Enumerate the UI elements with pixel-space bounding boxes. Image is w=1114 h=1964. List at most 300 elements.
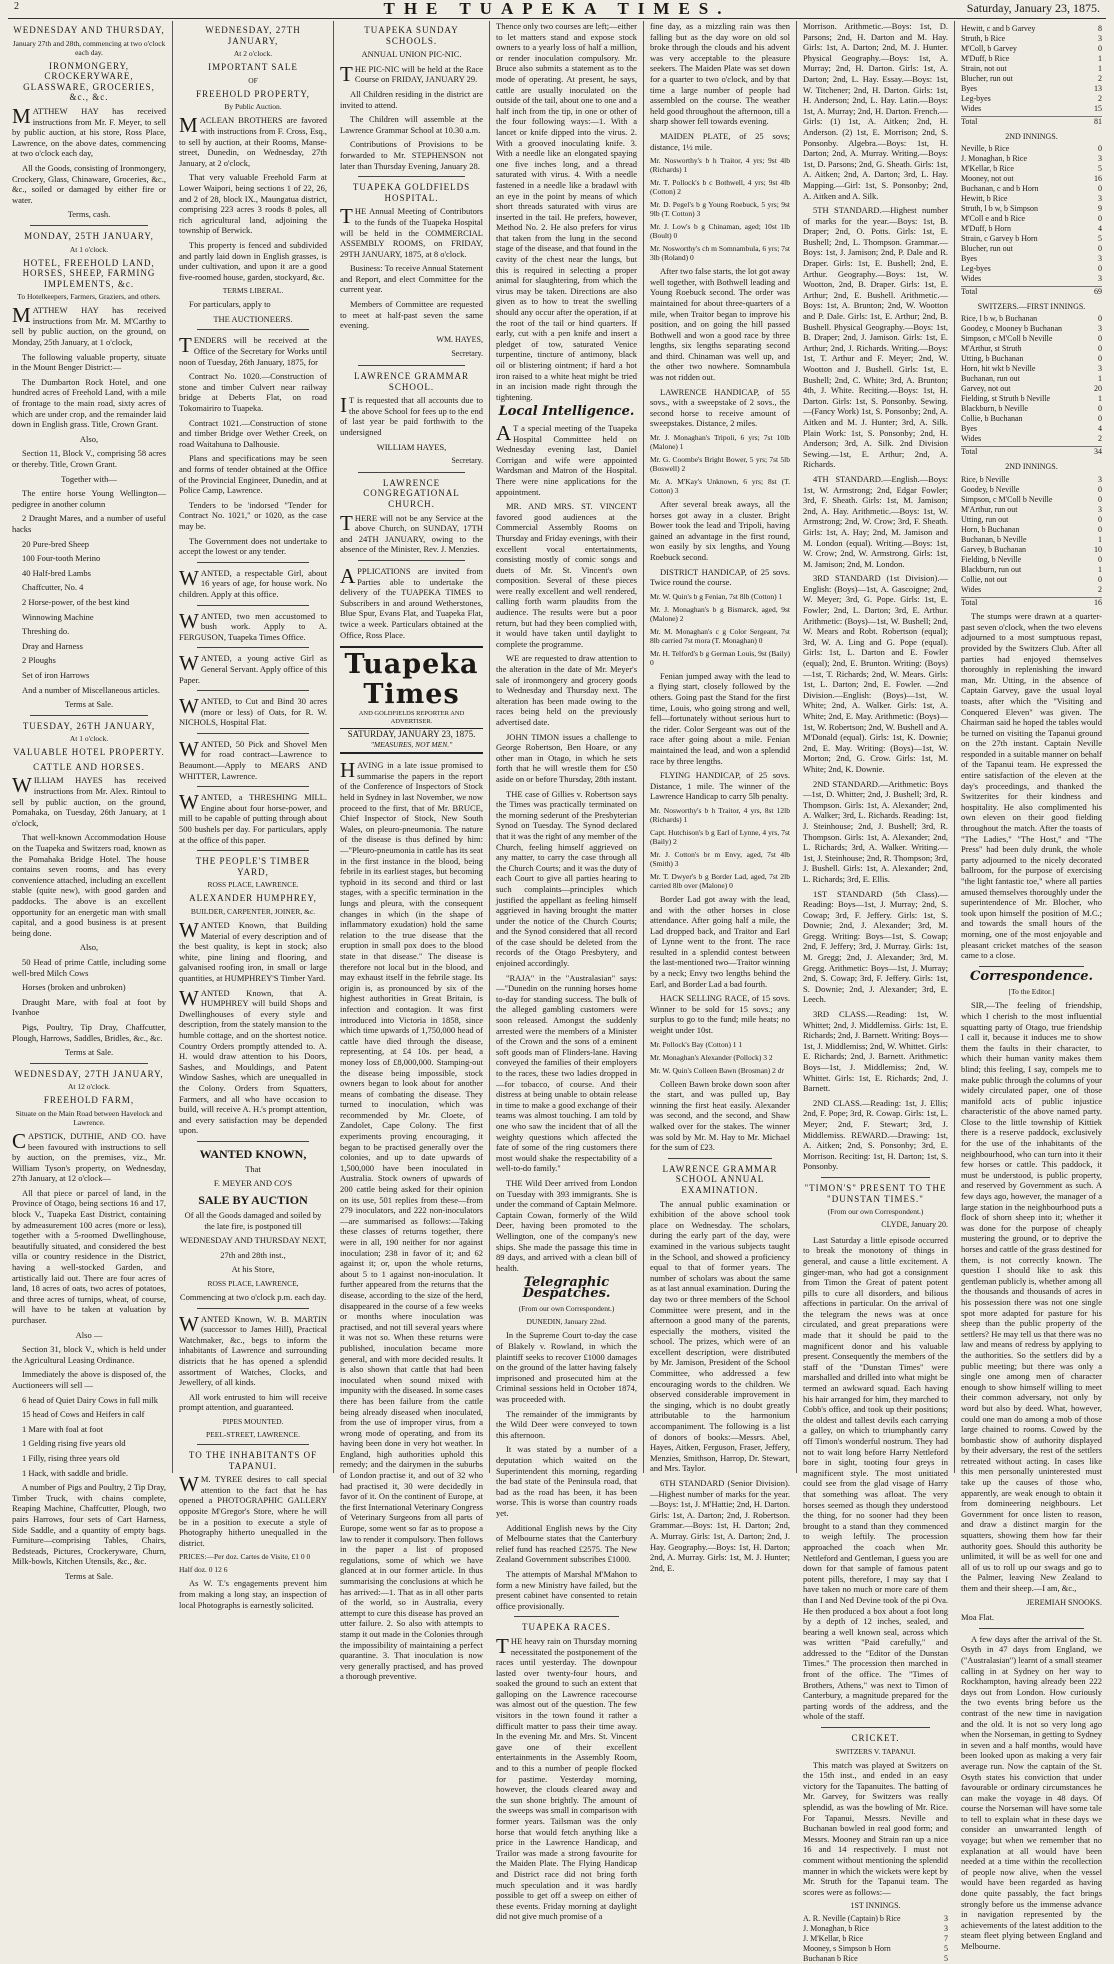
photographer-heading: TO THE INHABITANTS OF TAPANUI. [188,1449,318,1471]
news-item: MR. AND MRS. ST. VINCENT favored good audiences at the Commercial Assembly Rooms on Thursday and Friday evenings, with their excellent vocal entertainments, consisting mostly of comic songs and duets of Mr. St. Vincent's own composition. Several of these pieces were really excellent and well rendered, calling forth warm plaudits from the audience. The results were but a poor return, but had they been complied with, it would have taken until daylight to complete the programme. [496,501,637,649]
runs: 13 [1094,84,1102,93]
telegram-item: Additional English news by the City of Melbourne states that the Canterbury relief fund has reached £2575. The New Zealand Government subscribes £1000. [496,1522,637,1565]
batsman-name: Fielding, b Neville [961,554,1022,564]
score-row [961,545,1102,555]
race-result: Mr. J. Monaghan's b g Bismarck, aged, 9st (Malone) 2 [650,604,790,623]
terms: TERMS LIBERAL. [222,286,284,296]
batsman-name: Rice, l b w, b Buchanan [961,314,1038,324]
together-with: Together with— [61,473,117,484]
prize-list: 3RD CLASS.—Reading: 1st, W. Whittet; 2nd, J. Middlemiss. Girls: 1st, E. Richards; 2nd, J. Barnett. Writing: Boys—1st, J. Middlemiss; 2nd, W. Whittet. Girls: E. Richards; 2nd, J. Barnett. Arithmetic: Boys—1st, J. Middlemiss; 2nd, W. Whittet. Girls: 1st, E. Richards; 2nd, J. Barnett. [803,1009,948,1094]
sale-goods-heading: VALUABLE HOTEL PROPERTY. [13,747,165,758]
wanted-ad: WANTED, a THRESHING MILL. Engine about four horse-power, and mill to be capable of putting through about 500 bushels per day. For particulars, apply at the office of this paper. [179,790,327,845]
batsman-name: J. M'Kellar, b Rice [803,1933,863,1943]
batsman-name: Strain, not out [961,64,1007,73]
sale-date-heading: WEDNESDAY AND THURSDAY, [13,25,165,35]
score-row [961,384,1102,394]
race-result: Mr. T. Dwyer's b g Border Lad, aged, 7st 2lb carried 8lb over (Malone) 0 [650,871,790,890]
news-item: THE Wild Deer arrived from London on Tuesday with 393 immigrants. She is under the command of Captain Melmore. Captain Cowan, formerly of the Wild Deer, having been promoted to the Wellington, one of the company's new ships. She made the passage this time in 89 days, and arrived with a clean bill of health. [496,1177,637,1273]
race-result: Mr. T. Pollock's b c Bothwell, 4 yrs; 9st 4lb (Cotton) 2 [650,178,790,197]
batsman-name: Buchanan, run out [961,374,1020,384]
notice-heading: TUAPEKA SUNDAY SCHOOLS. [364,25,459,46]
batsman-name: Blucher, run out [961,74,1013,83]
race-result: Mr. J. Cotton's br m Envy, aged, 7st 4lb (Smith) 3 [650,849,790,868]
batsman-name: Mooney, not out [961,174,1014,184]
auction-notice: MATTHEW HAY has received instructions from Mr. M. M'Carthy to sell by public auction, on the ground, on Monday, 25th January, at 1 o'clock, [12,303,166,348]
lot-item: 1 Filly, rising three years old [22,1452,120,1463]
race-result: Mr. H. Telford's b g German Louis, 9st (Baily) 0 [650,648,790,667]
sale-goods-heading: FREEHOLD FARM, [43,1095,135,1106]
auction-goods: All the Goods, consisting of Ironmongery, Crockery, Glass, Chinaware, Groceries, &c., &c., soiled or damaged by either fire or water. [12,162,166,205]
sale-location: Situate on the Main Road between Havelock and Lawrence. [15,1108,163,1127]
prize-list: 2ND STANDARD.—Arithmetic: Boys—1st, D. Whitter; 2nd, J. Bushell; 3rd, R. Thompson. Girls: 1st, A. Alexander; 2nd, A. Walker; 3rd, L. Richards. Reading: 1st, J. Steinhouse; 2nd, J. Bushell; 3rd, R. Thompson. Girls: 1st, A. Alexander; 2nd, L. Richards; 3rd, A. Walker. Writing.—1st, J. Steinhouse; 2nd, R. Thompson; 3rd, J. Bushell. Girls: 1st, A. Alexander; 2nd, L. Richards; 3rd, E. Ellis. [803,778,948,884]
runs: 2 [1098,584,1102,594]
innings-title: 1ST INNINGS. [850,1901,901,1911]
sale-days: WEDNESDAY AND THURSDAY NEXT, [179,1235,327,1246]
runs: 2 [1098,94,1102,103]
runs: 7 [944,1933,948,1943]
score-row [961,485,1102,495]
runs: 1 [1098,64,1102,73]
contact-name: THE AUCTIONEERS. [213,313,293,324]
prize-list: 6TH STANDARD (Senior Division).—Highest number of marks for the year.—Boys: 1st, J. M'Hattie; 2nd, H. Darton. Girls: 1st, A. Darton; 2nd, J. Robertson. Grammar.—Boys: 1st, H. Darton; 2nd, A. Murray. Girls: 1st, A. Darton; 2nd, J. Hay. Geography.—Boys: 1st, H. Darton; 2nd, A. Murray. Girls: 1st, M. J. Hunter; 2nd, E. [650,1478,790,1573]
column-1 [6,21,172,1581]
letter-place: Moa Flat. [961,1612,995,1623]
runs: 0 [1098,344,1102,354]
sale-heading-of: OF [248,75,258,85]
score-row [803,1954,948,1964]
tender-notice: TENDERS will be received at the Office of the Secretary for Works until noon of Tuesday, 26th January, 1875, for [179,333,327,367]
sale-time: At 12 o'clock. [68,1082,110,1092]
runs: 1 [1098,54,1102,63]
score-row [961,164,1102,174]
runs: 0 [1098,44,1102,53]
score-row [961,565,1102,575]
race-heading: HACK SELLING RACE, of 15 sovs. Winner to be sold for 15 sovs.; any surplus to go to the fund; mile heats; no weight under 10st. [650,993,790,1036]
score-row [961,414,1102,424]
auction-notice: MATTHEW HAY has received instructions from Mr. F. Meyer, to sell by public auction, at his store, Ross Place, Lawrence, on the above dates, commencing at two o'clock each day, [12,103,166,159]
property-description: The Dumbarton Rock Hotel, and one hundred acres of Freehold Land, with a mile of frontage to the main road, sixty acres of which are under crop, and the remainder laid down in English grass. Title, Crown Grant. [12,376,166,430]
business-address: ROSS PLACE, LAWRENCE. [207,880,299,890]
signature: WILLIAM HAYES, [376,441,447,452]
lot-item: 2 Horse-power, of the best kind [22,596,130,607]
tender-details: Plans and specifications may be seen and forms of tender obtained at the Office of the Provincial Engineer, Dunedin, and at Police Camp, Lawrence. [179,453,327,496]
runs: 5 [944,1943,948,1953]
race-result: Mr. Nosworthy's b h Traitor, 4 yrs, 8st 12lb (Richards) 1 [650,805,790,824]
masthead [8,0,1106,19]
signature-title: Secretary. [451,456,483,466]
sale-date-heading: MONDAY, 25TH JANUARY, [24,230,154,241]
lot-item: Winnowing Machine [22,611,94,622]
batsman-name: Byes [961,84,977,93]
church-notice: THERE will not be any Service at the above Church, on SUNDAY, 17TH and 24TH JANUARY, owing to the absence of the Minister, Rev. J. Menzies. [340,510,483,555]
batsman-name: Neville, b Rice [961,144,1010,154]
photographer-ad: WM. TYREE desires to call special attention to the fact that he has opened a PHOTOGRAPHIC GALLERY opposite M'Gregor's Store, where he will be in a position to execute a style of Photography hitherto unequalled in the district. [179,1472,327,1548]
prize-list: 3RD STANDARD (1st Division).—English: (Boys)—1st, A. Gascoigne; 2nd, W. Meyer; 3rd, G. Pope. Girls: 1st, E. Fowler; 2nd, L. Darton; 3rd, E. Arthur. Arithmetic: (Boys)—1st, W. Bushell; 2nd, W. Mears and Robt. Robertson (equal); 3rd, W. A. Ling and G. Pope (equal). Girls: 1st, L. Darton and E. Fowler (equal); 2nd, E. Brunton. Writing: (Boys)—1st, T. Richards; 2nd, W. Mears. Girls: 1st, L. Darton; 2nd, E. Fowler. —2nd Division.—English: (Boys)—1st, W. White; 2nd, A. Walker. Girls: 1st, A. White; 2nd, E. May. Arithmetic: (Boys)—1st, W. Robertson; 2nd, W. Bushell and A. M'Donald (equal). Girls: 1st, K. Downie; 2nd, E. May. Writing: (Boys)—1st, W. Morton; 2nd, G. Crow. Girls: 1st, M. White; 2nd, K. Downie. [803,573,948,774]
lot-item: Set of iron Harrows [22,669,90,680]
runs: 3 [944,1913,948,1923]
contract-item: Contract 1021.—Construction of stone and timber Bridge over Wether Creek, on road Waitahuna to Dalhousie. [179,417,327,449]
telegram-item: It was stated by a number of a deputation which waited on the Superintendent this morning, regarding the bad state of the Peninsula road, that bad as the road has been, it has been worse. This is worse than country roads yet. [496,1444,637,1518]
telegram-item: In the Supreme Court to-day the case of Blakely v. Rowland, in which the plaintiff seeks to recover £1000 damages on the ground of the latter having falsely imprisoned and prosecuted him at the Criminal sessions held in October 1874, was proceeded with. [496,1330,637,1405]
batsman-name: Blucher, run out [961,244,1013,254]
score-row [961,334,1102,344]
batsman-name: Byes [961,254,977,264]
banner-date: SATURDAY, JANUARY 23, 1875. [340,728,483,740]
race-result: Mr. Pollock's Bay (Cotton) 1 1 [650,1039,743,1049]
signature: WM. HAYES, [436,334,483,344]
news-item: A few days after the arrival of the St. Osyth in 47 days from England, we ("Australasian") learnt of a small steamer calling in at Sydney on her way to Rockhampton, having already been 222 days out from London. How curiously the two events bring before us the contrast of the new time in navigation and the old. It is not so very long ago when the Norseman, in getting to Sydney in seven and a half months, would have been looked upon as making a very fair average run. Now the captain of the St. Osyth states his conviction that under favourable or ordinary circumstances he can make the voyage in 48 days. Of course the Norseman will have some tale to tell to explain what in these days we consider an unwarranted length of voyage; but when we remember that no explanation at all would have been needed at a time within the recollection of people now alive, when the vessel would have been regarded as having done quite passably, the fact brings strongly before us the immense advance in navigation represented by the achievements of the latest addition to the steam fleet plying between England and Melbourne. [961,1633,1102,1951]
batsman-name: Strain, c Garvey b Horn [961,234,1038,244]
scorecard [961,24,1102,608]
lot-item: 1 Hack, with saddle and bridle. [22,1467,128,1478]
runs: 0 [1098,314,1102,324]
score-row [961,264,1102,274]
sale-by-auction-heading: SALE BY AUCTION [198,1193,308,1208]
runs: 1 [1098,394,1102,404]
runs: 3 [1098,474,1102,484]
sale-date-heading: TUESDAY, 26TH JANUARY, [22,720,156,731]
that-label: That [245,1163,261,1174]
batsman-name: Goodey, c Mooney b Buchanan [961,324,1063,334]
news-item: JOHN TIMON issues a challenge to George Robertson, Ben Hoare, or any other man in Otago, in which he sets forth that he will wrestle them for £50 aside on or before Thursday, 28th instant. [496,731,637,784]
runs: 3 [1098,504,1102,514]
score-row [803,1944,948,1954]
runs: 3 [1098,364,1102,374]
hospital-notice: Members of Committee are requested to meet at half-past seven the same evening. [340,299,483,331]
score-row [961,54,1102,64]
wanted-ad: WANTED, a respectable Girl, about 16 years of age, for house work. No children. Apply at this office. [179,565,327,599]
runs: 4 [1098,224,1102,234]
batsman-name: Blackburn, run out [961,564,1022,574]
sale-heading: IMPORTANT SALE [208,62,298,73]
score-row [803,1914,948,1924]
batsman-name: Horn, b Buchanan [961,524,1020,534]
sale-place: At his Store, [231,1264,275,1275]
banner-subtitle: AND GOLDFIELDS REPORTER AND ADVERTISER. [358,710,465,726]
race-result: Mr. Nosworthy's b h Traitor, 4 yrs; 9st 4lb (Richards) 1 [650,156,790,175]
property-section: Section 31, block V., which is held under the Agricultural Leasing Ordinance. [12,1344,166,1365]
watchmaker-address: PEEL-STREET, LAWRENCE. [205,1429,301,1439]
lot-item: 1 Gelding rising five years old [22,1438,126,1449]
sale-heading: FREEHOLD PROPERTY, [196,88,310,99]
score-row [961,154,1102,164]
runs: 3 [1098,254,1102,264]
batsman-name: Struth, l b w, b Simpson [961,204,1039,214]
notice-heading: LAWRENCE GRAMMAR SCHOOL. [353,371,470,392]
batsman-name: Utting, b Buchanan [961,354,1024,364]
batsman-name: Rice, b Neville [961,474,1010,484]
hospital-notice: THE Annual Meeting of Contributors to the funds of the Tuapeka Hospital will be held in the COMMERCIAL ASSEMBLY ROOMS, on FRIDAY, 29TH JANUARY, 1875, at 8 o'clock. [340,204,483,259]
cricket-report: This match was played at Switzers on the 15th inst., and ended in an easy victory for the Tapanuites. The batting of Mr. Garvey, for Switzers was really splendid, as was the bowling of Mr. Rice. For Tapanui, Messrs. Neville and Buchanan bowled in real good form; and Messrs. Mooney and Strain ran up a nice 16 and 14 respectively. I must not comment without mentioning the splendid manner in which the wickets were kept by Mr. Struth for the Tapanui team. The scores were as follows:— [803,1759,948,1897]
runs: 3 [944,1923,948,1933]
wanted-ad: WANTED, two men accustomed to bush work. Apply to A. FERGUSON, Tuapeka Times Office. [179,608,327,642]
score-row [961,324,1102,334]
wanted-known-ad: WANTED Known, that A. HUMPHREY will build Shops and Dwellinghouses of every style and description, from the stately mansion to the humble cottage, and on the shortest notice. Country Orders promptly attended to. A. H. would draw attention to his Doors, Sashes, and Mouldings, and Patent Window Sashes, which are unequalled in the Colony. Orders from Squatters, Farmers, and all who have occasion to build, will receive A. H.'s prompt attention, and every satisfaction may be depended upon. [179,985,327,1136]
prize-list-continued: Morrison. Arithmetic.—Boys: 1st, D. Parsons; 2nd, H. Darton and M. Hay. Girls: 1st, A. Darton; 2nd, M. J. Hunter. Physical Geography.—Boys: 1st, A. Murray; 2nd, H. Darton. Girls: 1st, A. Darton; 2nd, L. Hay. Essay.—Boys: 1st, W. Titchener; 2nd, H. Darton. Girls: 1st, H. Anderson; 2nd, L. Hay. Latin.—Boys: 1st, A. Murray; 2nd, H. Darton. French.—Girls: (1) 1st, A. Aitken; 2nd, H. Anderson. (2) 1st, E. Morrison; 2nd, S. Ponsonby. Algebra.—Boys: 1st, H. Darton; 2nd, A. Murray. Writing.—Boys: 1st, D. Parsons; 2nd, G. Sheath. Girls: 1st, A. Aitken; 2nd, A. Darton; 3rd, L. Hay. Mapping.—Girl: 1st, S. Ponsonby; 2nd, A. Aitken and A. Silk. [803,21,948,201]
section-heading: Correspondence. [969,968,1094,984]
batsman-name: Leg-byes [961,94,991,103]
race-result: Mr. Monaghan's Alexander (Pollock) 3 2 [650,1052,773,1062]
race-result: Mr. Nosworthy's ch m Somnambula, 6 yrs; 7st 3lb (Roland) 0 [650,244,790,263]
batsman-name: Garvey, b Buchanan [961,544,1027,554]
page-number: 2 [14,1,19,12]
runs: 0 [1098,494,1102,504]
picnic-notice: The Children will assemble at the Lawrence Grammar School at 10.30 a.m. [340,114,483,135]
column-5 [643,21,796,1573]
score-row [961,364,1102,374]
property-description: This property is fenced and subdivided and partly laid down in English grasses, is under cultivation, and upon it are a good five-roomed house, garden, stockyard, &c. [179,239,327,282]
also-label: Also, [79,942,99,953]
score-row [961,475,1102,485]
wanted-ad: WANTED, to Cut and Bind 30 acres (more or less) of Oats, for R. W. NICHOLS, Hospital Flat. [179,694,327,728]
batsman-name: Buchanan, b Neville [961,534,1027,544]
score-row [961,434,1102,444]
sale-goods-heading: CATTLE AND HORSES. [33,761,145,772]
lot-item: A number of Pigs and Poultry, 2 Tip Dray, Timber Truck, with chains complete, Reaping Machine, Chaffcutter, Plough, two pairs Harrows, four sets of Cart Harness, Side Saddle, and a quantity of empty bags. Furniture—comprising Tables, Chairs, Bedsteads, Pictures, Crockeryware, Churn, Milk-bowls, Kitchen Utensils, &c., &c. [12,1482,166,1567]
masthead-title: THE TUAPEKA TIMES. [383,0,731,18]
editorial-continued: Thence only two courses are left;—either to let matters stand and expose stock owners to a yearly loss of half a million, or render inoculation compulsory. Mr. Bruce also submits a statement as to the mode of operating. At present, he says, cattle are usually inoculated on the outside of the tail, about one to one and a half inch from the tip, in one or other of the four following ways:—1. With a lancet or knife dipped into the virus. 2. With a grooved inoculating knife. 3. With a needle like an elongated spaying one five inches long, and a thread saturated with virus. 4. With a needle fastened in a needle like a bradawl with an eye in the point by means of which short threads saturated with virus are inserted in the tail. He prefers, however, Method No. 2. He also prefers for virus that taken from the lung in the second stage of the disease, and that found in the cavity of the chest near the lungs, but this is required in selecting a proper animal for slaughtering, from which the virus may be taken. Directions are also given as to how to treat the swelling should any occur after the operation, if at the root of the tail or hind quarters. If early, cut with a pen knife and insert a pledget of tow, saturated Venice turpentine, tincture of antimony, black oil or blistering ointment; if hard a hot iron raised to a white heat might be tried in an incision made right through the tightening. [496,21,637,402]
sale-time: At 1 o'clock. [69,734,109,744]
score-row [961,424,1102,434]
runs: 3 [1098,274,1102,284]
wanted-ad: WANTED, a young active Girl as General Servant. Apply office of this Paper. [179,651,327,685]
runs: 3 [1098,34,1102,43]
batsman-name: Byes [961,424,977,434]
letter-body: SIR,—The feeling of friendship, which I cherish to the most influential squatting party of Otago, true friendship I call it, because it induces me to show them the faults in their character, to which their human vanity makes them blind; this feeling, I say, compels me to make public through the columns of your widely circulated paper, one of those manifold acts of public injustice characteristic of the above named party. Close to the little township of Kittiek there is a reserve paddock, exclusively for the use of the inhabitants of the neighbourhood, who can turn into it their few horses or cattle. This paddock, it must be understood, is public property, and reserved by Government as such. A few days ago, however, the manager of a large station in the neighbourhood puts a flock of shorn sheep into it; whether it was done for the purpose of cheaply mustering the ground, or to deprive the horses and cattle of the grass destined for them, is not correctly known. The question I should like to ask this gentleman publicly is, whether among all the thousands and thousands of acres in his possession there was not one single spot more adapted for pasture for his sheep than the public property of the settlers? He may tell us that there was no law and means of redress by applying to the authorities. So the settlers did by a public meeting; but there was only a single one among men of character enough to show himself willing to meet their common adversary, not only by word but also by deed. What, however, could one man do among a mob of those large chained to rooms. Cowed by the bombastic show of authority displayed by their adversary, the rest of the settlers retreated without acting. In cases like this men personally uninterested must take up the causes of those who, apparently, are weak enough to obtain it from domineering neighbours. Let Government for once listen to reason, and draw a distinct margin for the squatters, showing them how far their authority goes. Should this authority be unlimited, it will be as well for one and all of us to roll up our swags and go to the Palmer, leaving New Zealand to them and their sheep.—I am, &c., [961,1000,1102,1593]
batsman-name: Utting, run out [961,514,1009,524]
score-row [961,575,1102,585]
prize-list: 2ND CLASS.—Reading: 1st, J. Ellis; 2nd, F. Pope; 3rd, R. Cowap. Girls: 1st, L. Meyer; 2nd, F. Stewart; 3rd, J. Middlemiss. REWARD.—Drawing: 1st, A. Aitken; 2nd, S. Ponsonby; 3rd, E. Morrison. Reciting: 1st, H. Darton; 1st, S. Ponsonby. [803,1097,948,1172]
auction-notice: MACLEAN BROTHERS are favored with instructions from F. Cross, Esq., to sell by auction, at their Rooms, Manse-street, Dunedin, on Wednesday, 27th January, at 2 o'clock, [179,113,327,168]
score-row [961,244,1102,254]
score-row [961,374,1102,384]
runs: 3 [1098,154,1102,164]
races-report-continued: fine day, as a mizzling rain was then falling but as the day wore on old sol broke through the clouds and his advent was very acceptable to the pleasure seekers. The Maiden Plate was set down for a quarter to two o'clock, and by that time a large number of people had assembled on the course. The weather held good throughout the afternoon, till a sharp shower fell towards evening. [650,21,790,127]
runs: 20 [1094,384,1102,394]
race-description: Colleen Bawn broke down soon after the start, and was pulled up, Bay winning the first heat easily. Alexander was second, and the second, and Shaw walked over for the stakes. The winner was sold by Mr. M. Hay to Mr. Michael for the sum of £23. [650,1078,790,1153]
scorecard [803,1901,948,1964]
newspaper-banner [340,646,483,754]
lot-item: 1 Mare with foal at foot [22,1423,103,1434]
runs: 0 [1098,214,1102,224]
runs: 4 [1098,424,1102,434]
batsman-name: Mooney, s Simpson b Horn [803,1943,891,1953]
innings-total: Total 81 [961,117,1102,126]
contract-item: Contract No. 1020.—Construction of stone and timber Culvert near railway bridge at Deberts Flat, on road Tokomairiro to Tuapeka. [179,371,327,414]
notice-subheading: ANNUAL UNION PIC-NIC. [361,49,462,60]
batsman-name: A. R. Neville (Captain) b Rice [803,1913,901,1923]
races-report: THE heavy rain on Thursday morning necessitated the postponement of the races until yesterday. The downpour lasted over twenty-four hours, and soaked the ground to such an extent that galloping on the Lawrence racecourse was almost out of the question. The few visitors in the town found it rather a difficult matter to pass their time away. In the evening Mr. and Mrs. St. Vincent gave one of their excellent entertainments in the Assembly Room, and to this a number of people flocked for pastime. Yesterday morning, however, the clouds cleared away and the sun shone brightly. The amount of the sweeps was small in comparison with former years. Tailsman was the only horse that would fetch anything like a price in the Lawrence Handicap, and Trailor was made a strong favourite for the Maiden Plate. The Flying Handicap and District race did not bring forth much speculation and it was hardly possible to get off a sweep on either of these events. Friday morning at daylight did not give much promise of a [496,1633,637,1922]
batsman-name: M'Duff, b Rice [961,54,1010,63]
lot-item: 20 Pure-bred Sheep [22,538,90,549]
batsman-name: Buchanan, c and b Horn [961,184,1039,194]
innings-total: Total 34 [961,447,1102,457]
hospital-notice: Business: To receive Annual Statement and Report, and elect Committee for the current year. [340,263,483,295]
wanted-ad: WANTED, 50 Pick and Shovel Men for road contract—Lawrence to Beaumont.—Apply to MEARS AND WHITTER, Lawrence. [179,736,327,781]
batsman-name: M'Coll e and b Rice [961,214,1026,224]
runs: 8 [1098,24,1102,33]
prize-list: 4TH STANDARD.—English.—Boys: 1st, W. Armstrong; 2nd, Edgar Fowler; 3rd, F. Sheath. Girls: 1st, M. Jamison; 2nd, A. Hay. Arithmetic.—Boys: 1st, W. Armstrong; 2nd, W. Crow; 3rd, F. Sheath. Girls: 1st, A. Hay; 2nd, M. Jamison and M. London (equal). Writing.—Boys: 1st, W. Crow; 2nd, W. Armstrong. Girls: 1st, M. Jamison; 2nd, M. London. [803,473,948,569]
race-heading: DISTRICT HANDICAP, of 25 sovs. Twice round the course. [650,566,790,588]
price-line: Half doz. 0 12 6 [179,1565,228,1575]
columns [6,21,1108,1963]
property-description: That very valuable Freehold Farm at Lower Waipori, being sections 1 of 22, 26, and 2 of 28, block IX., Maungatua district, comprising 223 acres 3 roods 8 poles, all rich agricultural land, adjoining the township of Berwick. [179,172,327,236]
letter-signature: JEREMIAH SNOOKS. [1026,1597,1102,1607]
innings-title: 2ND INNINGS. [1005,461,1058,471]
telegram-item: The remainder of the immigrants by the Wild Deer were conveyed to town this afternoon. [496,1408,637,1440]
race-description: Border Lad got away with the lead, and with the other horses in close attendance. After going half a mile, the Lad dropped back, and Traitor and Earl of Lynne went to the front. The race resulted in a splendid contest between the last-mentioned two—Traitor winning by a neck; Envy two lengths behind the Earl, and Border Lad a bad fourth. [650,893,790,989]
prize-list: 1ST STANDARD (5th Class).—Reading: Boys—1st, J. Murray; 2nd, S. Cowap; 3rd, F. Jeffery. Girls: 1st, S. Downie; 2nd, J. Alexander; 3rd, M. Gregg. Writing: Boys—1st, S. Cowap; 2nd, F. Jeffery; 3rd, J. Murray. Girls: 1st, M. Gregg; 2nd, J. Alexander; 3rd, M. Gregg. Arithmetic: Boys—1st, J. Murray; 2nd, S. Cowap; 3rd, F. Jeffery. Girls: 1st, S. Downie; 2nd, J. Alexander; 3rd, E. Leech. [803,888,948,1005]
lot-item: Draught Mare, with foal at foot by Ivanhoe [12,996,166,1018]
batsman-name: M'Arthur, st Struth [961,344,1022,354]
watchmaker-ad: WANTED Known, W. B. MARTIN (successor to James Hill), Practical Watchmaker, &c., begs to inform the inhabitants of Lawrence and surrounding districts that he has opened a splendid assortment of Watches, Clocks, and Jewellery, of all kinds. [179,1311,327,1388]
batsman-name: Blackburn, b Neville [961,404,1028,414]
batsman-name: M'Arthur, run out [961,504,1018,514]
lot-item: Threshing do. [22,626,70,637]
runs: 3 [1098,324,1102,334]
race-result: Mr. A. M'Kay's Unknown, 6 yrs; 8st (T. Cotton) 3 [650,477,790,496]
column-7 [954,21,1108,1951]
score-row [961,274,1102,284]
runs: 0 [1098,574,1102,584]
score-row [961,94,1102,104]
column-6 [796,21,954,1963]
innings-title: SWITZERS.—FIRST INNINGS. [977,301,1086,311]
lot-item: Horses (broken and unbroken) [22,982,126,993]
picnic-notice: Contributions of Provisions to be forwarded to Mr. STEPHENSON not later than Thursday Evening, January 28. [340,139,483,171]
runs: 2 [1098,74,1102,83]
lot-item: 2 Ploughs [22,655,56,666]
score-row [961,44,1102,54]
lot-item: 100 Four-tooth Merino [22,553,101,564]
lot-item: Pigs, Poultry, Tip Dray, Chaffcutter, Plough, Harrows, Saddles, Bridles, &c., &c. [12,1021,166,1043]
auction-notice: WILLIAM HAYES has received instructions from Mr. Alex. Rintoul to sell by public auction, on the ground, Pomahaka, on Tuesday, 26th January, at 1 o'clock, [12,773,166,828]
score-row [961,34,1102,44]
score-row [961,585,1102,595]
lot-item: 6 head of Quiet Dairy Cows in full milk [22,1394,158,1405]
score-row [961,495,1102,505]
article-heading: CRICKET. [851,1733,900,1744]
batsman-name: Simpson, c M'Coll b Neville [961,494,1053,504]
score-row [961,84,1102,94]
sale-time: At 1 o'clock. [69,244,109,254]
lot-item: 40 Half-bred Lambs [22,567,91,578]
race-result: Mr. J. Monaghan's Tripoli, 6 yrs; 7st 10lb (Malone) 1 [650,433,790,452]
score-row [961,214,1102,224]
batsman-name: Collie, b Buchanan [961,414,1023,424]
score-row [961,24,1102,34]
timon-article: Last Saturday a little episode occurred to break the monotony of things in general, and cause a little excitement. A ginger-man, who had got a consignment from Timon the Great of patent potent pills to cure all disorders, and bilious affections in particular. On the arrival of the telegram the news was at once circulated, and great preparations were made that it should be paid to the magnificent donor and his valuable present. Consequently the members of the staff of the "Dunstan Times" were marshalled and drilled into what might be termed an awkward squad. Each having his hair arranged for him, they marched to Cobb's office, and took up their positions; the oldest and tallest devils each carrying a galley, on which to triumphantly carry off Timon's wonderful nostrum. They had not to wait long before Harry Nettleford bore in sight, tooting four greys in magnificent style. The most unitiated could see from the glad visage of Harry that something was afloat. The very horses seemed as though they understood the thing, for no sooner had they been brought to a stand than they commenced to weigh leftily. The procession approached the coach when Mr. Nettleford and Gentleman, I guess you are down for that sample of famous patent potent pills, therefore, I may say that I have taken no much or more care of them than I and Ned Devine took of the pi Ova. He then produced a box about a foot long by a depth of 12 inches, sealed, and bearing a well known seal, across which was written "Paid carefully," and addressed to the "Editor of the Dunstan Times." The procession then marched in front of the office. The "Times of Brothers, Athens," was next to Timon of Canterbury, a magnitude prepared for the parting words of the address, and the whole of the staff. [803,1234,948,1722]
race-description: Fenian jumped away with the lead to a flying start, closely followed by the others. Going past the Stand for the first time, Louis, who going strong and well, fell—fortunately without serious hurt to the rider. Color Sergeant was out of the race after going about a mile. Fenian maintained the lead, and won a splendid race by three lengths. [650,670,790,766]
runs: 0 [1098,484,1102,494]
lot-item: 2 Draught Mares, and a number of useful hacks [12,513,166,534]
innings-title: 2ND INNINGS. [1005,131,1058,141]
school-report: The annual public examination or exhibition of the above school took place on Wednesday. The scholars, during the early part of the day, were examined in the various subjects taught in the School, and showed a proficiency equal to that of former years. The number of scholars was about the same as at last annual examination. During the day two or three members of the School Committee were present, and in the afternoon a good many of the parents, especially the mothers, visited the school. The prizes, which were of an excellent description, were distributed by Mr. Jamison, President of the School Committee, who addressed a few encouraging words to the children. We observed considerable improvement in the singing, which is no doubt greatly attributable to the harmonium accompaniment. The following is a list of donors of books:—Messrs. Abel, Hayes, Aitken, Ferguson, Fraser, Jeffery, Menzies, Smithson, Harrop, Dr. Stewart, and Mrs. Taylor. [650,1198,790,1474]
batsman-name: Leg-byes [961,264,991,274]
lot-item: 50 Head of prime Cattle, including some well-bred Milch Cows [12,956,166,978]
contact-line: For particulars, apply to [189,299,271,310]
runs: 0 [1098,414,1102,424]
score-row [961,194,1102,204]
banner-motto: "MEASURES, NOT MEN." [370,739,453,749]
sale-address: ROSS PLACE, LAWRENCE, [207,1279,299,1289]
business-owner: ALEXANDER HUMPHREY, [189,893,317,904]
race-result: Mr. G. Coombe's Bright Bower, 5 yrs; 7st 5lb (Boswell) 2 [650,455,790,474]
picnic-notice: All Children residing in the district are invited to attend. [340,88,483,110]
batsman-name: Struth, b Rice [961,34,1006,43]
terms: Terms at Sale. [64,1047,114,1058]
business-trade: BUILDER, CARPENTER, JOINER, &c. [190,907,316,916]
runs: 0 [1098,514,1102,524]
runs: 1 [1098,534,1102,544]
property-description: That well-known Accommodation House on the Tuapeka and Switzers road, known as the Pomahaka Bridge Hotel. The house contains seven rooms, and has every convenience attached, including an excellent stable (quite new), with good garden and paddocks. The above is an excellent opportunity for an energetic man with small capital, and a good business is at present being done. [12,832,166,938]
sale-time: At 2 o'clock. [233,49,273,59]
score-row [961,74,1102,84]
sale-dates: 27th and 28th inst., [220,1249,286,1260]
score-row [961,184,1102,194]
batsman-name: M'Coll, b Garvey [961,44,1017,53]
byline: (From our own Correspondent.) [518,1304,615,1314]
postponement: Of all the Goods damaged and soiled by the late fire, is postponed till [184,1210,322,1231]
runs: 0 [1098,264,1102,274]
runs: 0 [1098,184,1102,194]
score-row [961,234,1102,244]
byline: (From our own Correspondent.) [827,1207,924,1217]
terms: Terms at Sale. [64,1570,114,1581]
wanted-known-heading: WANTED KNOWN, [199,1146,307,1161]
picnic-notice: THE PIC-NIC will be held at the Race Course on FRIDAY, JANUARY 29. [340,61,483,86]
score-row [961,104,1102,114]
batsman-name: Wides [961,104,982,113]
column-4 [489,21,643,1922]
property-description: All that piece or parcel of land, in the Province of Otago, being sections 16 and 17, block V., Tuapeka East District, containing by admeasurement 100 acres (more or less), together with a 5-roomed Dwellinghouse, beautifully situated, and considered the best villa or country residence in the District, having a well-stocked Garden, and artistically laid out. There are four acres of land, 18 acres of oats, two acres of potatoes, and three acres of turnips, wheat, of course, will have to be taken at valuation by purchaser. [12,1187,166,1325]
race-heading: MAIDEN PLATE, of 25 sovs; distance, 1½ mile. [650,130,790,152]
race-result: Mr. W. Quin's Colleen Bawn (Brosman) 2 dr [650,1065,785,1075]
batsman-name: J. Monaghan, b Rice [961,154,1027,164]
sale-goods-heading: HOTEL, FREEHOLD LAND, HORSES, SHEEP, FARMING IMPLEMENTS, &c. [22,257,156,289]
lot-item: 15 head of Cows and Heifers in calf [22,1409,145,1420]
property-section: Section 11, Block V., comprising 58 acres or thereby. Title, Crown Grant. [12,448,166,469]
score-row [961,535,1102,545]
business-name: THE PEOPLE'S TIMBER YARD, [195,856,311,877]
batsman-name: Wides [961,584,982,594]
seller-name: F. MEYER AND CO'S [213,1178,293,1189]
news-item: AT a special meeting of the Tuapeka Hospital Committee held on Wednesday evening last, Daniel Corrigan and wife were appointed Wardsman and Matron of the Hospital. There were nine applications for the appointment. [496,420,637,497]
also-label: Also — [75,1329,103,1340]
score-row [961,344,1102,354]
article-heading: LAWRENCE GRAMMAR SCHOOL ANNUAL EXAMINATION. [662,1163,778,1195]
score-row [961,224,1102,234]
race-heading: LAWRENCE HANDICAP, of 55 sovs., with a sweepstake of 2 sovs., the second horse to receive amount of sweepstakes. Distance, 2 miles. [650,386,790,429]
batsman-name: Wides [961,434,982,444]
editorial: HAVING in a late issue promised to summarise the papers in the report of the Conference of Inspectors of Stock held in Sydney in last November, we now proceed to the first, that of Mr. BRUCE, Chief Inspector of Stock, New South Wales, on pleuro-pneumonia. The nature of the disease is thus defined by him:—"Pleuro-pneumonia in cattle has its seat in the first instance in the blood, being febrile in its earliest stages, but becoming typhoid in its second and third or last stages, with a specific termination in the lungs and pleura, with the consequent changes in which (in the shape of inflammatory exudation) hold the same relation to the true disease that the eruption in small pox does to the blood state in that disease." The disease is therefore not local but in the blood, and may exhaust itself in the febrile stage. Its origin is, as pronounced by six of the highest authorities in Great Britain, is infection and contagion. It was first introduced into Victoria in 1858, since which time upwards of 1,750,000 head of cattle have died through the disease, representing, at £4 10s. per head, a money loss of £8,000,000. Stamping-out the disease being impossible, stock owners began to look about for another means of combating the disease. They turned to inoculation, which was recommended by Mr. Cloete, of Zandolet, Cape Colony. The first experiments proving encouraging, it began to be practised generally over the colonies, and up to date upwards of 1,500,000 have been inoculated in Australia. Stock owners of upwards of 200 cattle being asked for their opinion on its use, 501 replies from these—from 279 inoculators, and 222 non-inoculators—are summarised as follows:—Taking these classes of returns together, there were in all, 190 neither for nor against inoculation; 238 in favor of it; and 62 against it; or, upon the whole returns, about 5 to 1 against non-inoculation. It further appeared from the returns that the disease, according to the size of the herd, disappeared in the course of a few weeks or months where inoculation was practised, and not till several years where it was not so. When these returns were published, inoculation became more general, and with more decided results. It is also shown that cattle that had been inoculated when sound mixed with impunity with the diseased. In some cases there has been failure from the cattle being already diseased when inoculated, from the use of improper virus, from a wrong mode of operating, and from its having been done in very hot weather. In England, high authorities uphold this remedy; and the dairymen in the suburbs of London practise it, and out of 32 who had practised it, 30 were decidedly in favor of it. On the continent of Europe, at the first International Veterinary Congress of Veterinary Surgeons from all parts of Europe, some went so far as to propose a law to render it compulsory. Then follows in the paper a list of proposed regulations, some of which we have glanced at in our former article. In thus summarising the conclusions at which he has arrived:—1. That as in all other parts of the world, so in Australia, every attempt to cure this disease has proved an utter failure. 2. So also with attempts to stamp it out made in the Colonies through the impossibility of maintaining a perfect quarantine. 3. That inoculation is now very generally practised, and has proved a thorough preventive. [340,758,483,1682]
score-row [961,64,1102,74]
runs: 15 [1094,104,1102,113]
score-row [961,555,1102,565]
batsman-name: Simpson, c M'Coll b Neville [961,334,1053,344]
batsman-name: Goodey, b Neville [961,484,1020,494]
dateline: CLYDE, January 20. [881,1220,948,1230]
batsman-name: Collie, not out [961,574,1007,584]
score-row [961,525,1102,535]
runs: 16 [1094,174,1102,184]
batsman-name: Hewitt, b Rice [961,194,1008,204]
prize-list: 5TH STANDARD.—Highest number of marks for the year.—Boys: 1st, B. Draper; 2nd, O. Potts. Girls: 1st, E. Bushell; 2nd, L. Thompson. Grammar.—Boys: 1st, J. Jamison; 2nd, P. Dale and R. Draper. Girls: 1st, E. Bushell; 2nd, E. Arthur. Geography.—Boys: 1st, W. Wootton, 2nd, B. Draper. Girls: 1st, E. Arthur; 2nd, E. Bushell. Arithmetic.—Boys: 1st, A. Brunton; 2nd, W. Wootton and P. Dale. Girls: 1st, E. Arthur; 2nd, B. Bushell. Physical Geography.—Boys: 1st, B. Draper; 2nd, J. Jamison. Girls: 1st, E. Arthur; 2nd, J. Richards. Writing.—Boys: 1st, T. Arthur and F. Meyer; 2nd, W. Wootton and J. Bushell. Girls: 1st, E. Bushell; 2nd, C. White; 3rd, A. Brunton; 4th, J. White. Reciting.—Boys: 1st, H. Darton. Girls: 1st, S. Ponsonby. Sewing.—(Fancy Work) 1st, S. Ponsonby; 2nd, A. Aitken and M. J. Hunter; 3rd, A. Silk. Plain Work: 1st, S. Ponsonby; 2nd, H. Anderson; 3rd, A. Silk. 2nd Division Sewing.—1st, E. Arthur; 2nd, A. Richards. [803,205,948,470]
notice-heading: TUAPEKA GOLDFIELDS HOSPITAL. [352,182,471,203]
property-intro: Immediately the above is disposed of, the Auctioneers will sell — [12,1369,166,1390]
banner-title: Tuapeka Times [344,649,479,711]
news-item: "RAJA" in the "Australasian" says:—"Dunedin on the running horses home to-day for standing success. The bulk of the alleged gambling customers were soon released. Amongst the suddenly arrested were the members of a Minister of the Crown and the sons of a eminent soft goods man of Flinders-lane. Having conveyed the families of their employers to the races, these two ladies dropped in—for tobacco, of course. And their distress at being unable to obtain release in time to make a good exchange of their teams was almost touching. I am told by one who saw the incident that of all the weighty questions which affected the fate of some of the ring customers there most would shake the respectability of a well-to-do family." [496,972,637,1174]
